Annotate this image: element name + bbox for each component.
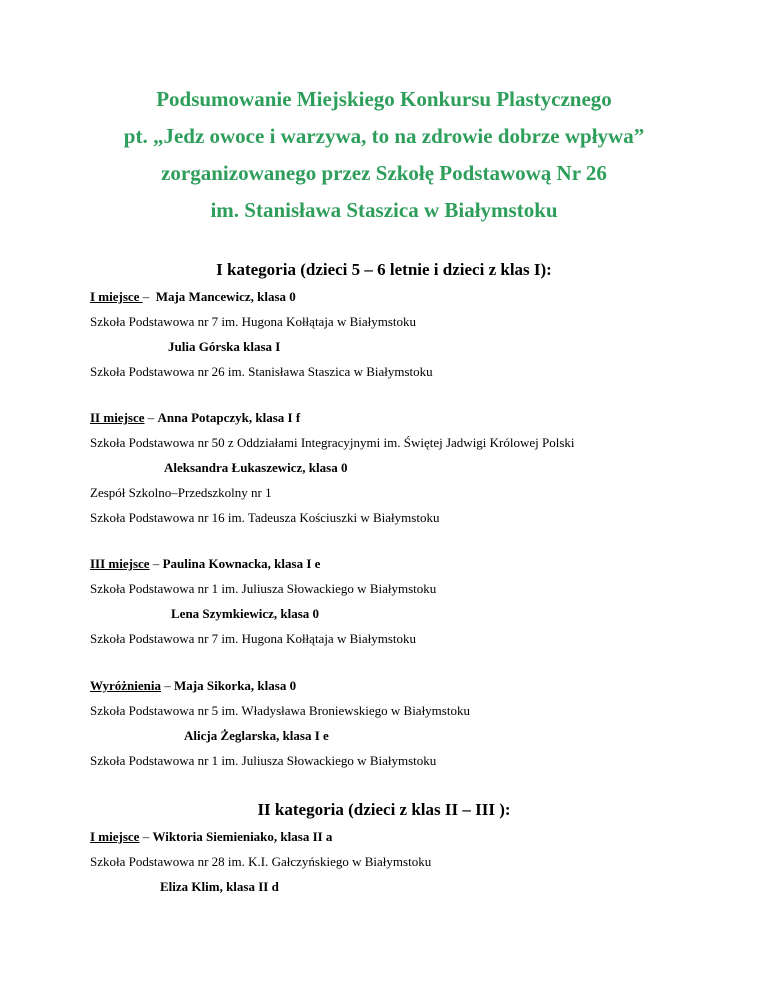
winner-name: Maja Mancewicz, klasa 0	[155, 289, 296, 304]
title-line-3: zorganizowanego przez Szkołę Podstawową Nr 26	[161, 161, 607, 185]
place-label: I miejsce	[90, 289, 143, 304]
separator: –	[149, 556, 163, 571]
school-name: Szkoła Podstawowa nr 5 im. Władysława Broniewskiego w Białymstoku	[90, 703, 470, 718]
separator: –	[144, 410, 158, 425]
school-name: Szkoła Podstawowa nr 7 im. Hugona Kołłątaja w Białymstoku	[90, 314, 417, 329]
place-label: I miejsce	[90, 829, 140, 844]
cat2-first-place-line	[90, 829, 332, 845]
title-line-4: im. Stanisława Staszica w Białymstoku	[210, 198, 558, 222]
place-label: II miejsce	[90, 410, 145, 425]
winner-name: Lena Szymkiewicz, klasa 0	[171, 606, 320, 621]
school-name: Szkoła Podstawowa nr 26 im. Stanisława Staszica w Białymstoku	[90, 364, 433, 379]
category-1-heading: I kategoria (dzieci 5 – 6 letnie i dzieci z klas I):	[216, 260, 552, 279]
cat1-honors-line	[90, 678, 296, 694]
school-name: Zespół Szkolno–Przedszkolny nr 1	[90, 485, 272, 500]
winner-name: Paulina Kownacka, klasa I e	[162, 556, 321, 571]
school-name: Szkoła Podstawowa nr 7 im. Hugona Kołłątaja w Białymstoku	[90, 631, 417, 646]
winner-name: Anna Potapczyk, klasa I f	[157, 410, 301, 425]
cat1-second-place-line	[90, 410, 300, 426]
separator: –	[139, 829, 153, 844]
cat1-first-place-line	[90, 289, 296, 305]
separator: –	[161, 678, 175, 693]
separator: –	[142, 289, 153, 304]
title-line-1: Podsumowanie Miejskiego Konkursu Plastycznego	[156, 87, 612, 111]
title-line-2: pt. „Jedz owoce i warzywa, to na zdrowie dobrze wpływa”	[123, 124, 645, 148]
winner-name: Maja Sikorka, klasa 0	[174, 678, 297, 693]
winner-name: Eliza Klim, klasa II d	[160, 879, 279, 894]
winner-name: Aleksandra Łukaszewicz, klasa 0	[164, 460, 348, 475]
winner-name: Wiktoria Siemieniako, klasa II a	[152, 829, 333, 844]
place-label: III miejsce	[90, 556, 150, 571]
school-name: Szkoła Podstawowa nr 50 z Oddziałami Integracyjnymi im. Świętej Jadwigi Królowej Polski	[90, 435, 575, 450]
school-name: Szkoła Podstawowa nr 16 im. Tadeusza Kościuszki w Białymstoku	[90, 510, 440, 525]
cat1-third-place-line	[90, 556, 320, 572]
winner-name: Julia Górska klasa I	[168, 339, 281, 354]
place-label: Wyróżnienia	[90, 678, 162, 693]
category-2-heading: II kategoria (dzieci z klas II – III ):	[257, 800, 511, 819]
school-name: Szkoła Podstawowa nr 1 im. Juliusza Słowackiego w Białymstoku	[90, 753, 437, 768]
winner-name: Alicja Żeglarska, klasa I e	[184, 728, 329, 743]
school-name: Szkoła Podstawowa nr 28 im. K.I. Gałczyńskiego w Białymstoku	[90, 854, 432, 869]
school-name: Szkoła Podstawowa nr 1 im. Juliusza Słowackiego w Białymstoku	[90, 581, 437, 596]
